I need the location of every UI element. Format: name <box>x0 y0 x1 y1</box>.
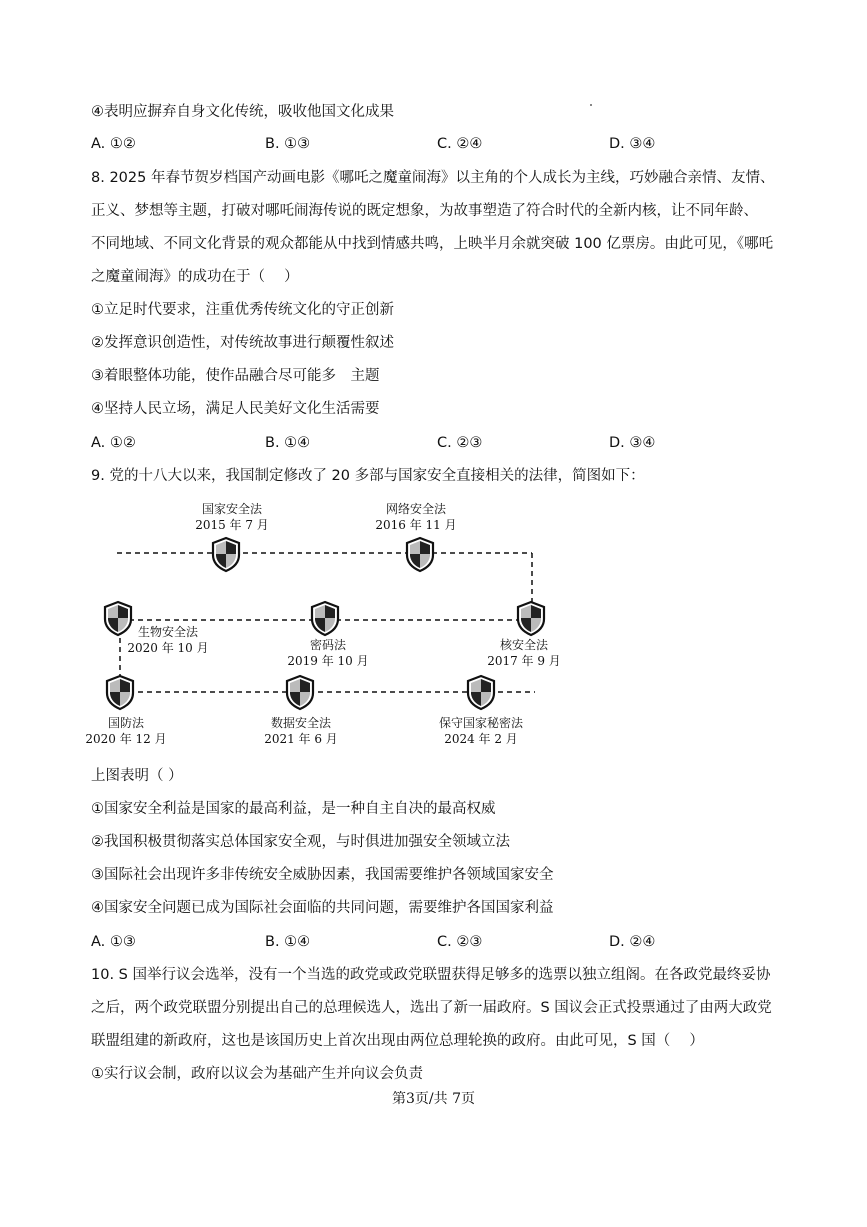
law-date-data-security: 2021 年 6 月 <box>264 732 338 746</box>
q8-stem-line-1: 8. 2025 年春节贺岁档国产动画电影《哪吒之魔童闹海》以主角的个人成长为主线，巧妙融合亲情、友情、 <box>91 170 775 186</box>
law-date-cybersecurity: 2016 年 11 月 <box>375 518 457 532</box>
law-date-nuclear-safety: 2017 年 9 月 <box>487 654 561 668</box>
law-name-state-secrets: 保守国家秘密法 <box>438 716 524 730</box>
q7-choice-c: C. ②④ <box>437 136 483 152</box>
law-name-national-security: 国家安全法 <box>201 502 263 516</box>
law-date-national-security: 2015 年 7 月 <box>195 518 269 532</box>
q9-choice-b: B. ①④ <box>265 934 311 950</box>
shield-icon-biosecurity <box>105 602 131 635</box>
shield-icon-cryptography <box>312 602 338 635</box>
shield-icon-cybersecurity <box>407 538 433 571</box>
q8-stem-line-3: 不同地域、不同文化背景的观众都能从中找到情感共鸣，上映半月余就突破 100 亿票房。由此可见，《哪吒 <box>91 236 774 252</box>
shield-icon-national-security <box>213 538 239 571</box>
q7-choice-d: D. ③④ <box>609 136 656 152</box>
q9-choice-c: C. ②③ <box>437 934 483 950</box>
shield-icon-state-secrets <box>468 676 494 709</box>
q9-question: 上图表明（ ） <box>91 768 183 784</box>
q8-choice-d: D. ③④ <box>609 435 656 451</box>
law-name-biosecurity: 生物安全法 <box>137 625 199 639</box>
law-name-data-security: 数据安全法 <box>270 716 332 730</box>
q10-stem-line-2: 之后，两个政党联盟分别提出自己的总理候选人，选出了新一届政府。S 国议会正式投票通过了由两大政党 <box>91 1000 772 1016</box>
q9-option-4: ④国家安全问题已成为国际社会面临的共同问题，需要维护各国国家利益 <box>91 900 554 916</box>
q8-stem-line-4: 之魔童闹海》的成功在于（ ） <box>91 269 299 285</box>
q9-choice-d: D. ②④ <box>609 934 656 950</box>
shield-icon-data-security <box>287 676 313 709</box>
q9-option-1: ①国家安全利益是国家的最高利益，是一种自主自决的最高权威 <box>91 801 496 817</box>
law-date-cryptography: 2019 年 10 月 <box>287 654 369 668</box>
q8-choice-b: B. ①④ <box>265 435 311 451</box>
q8-choice-a: A. ①② <box>91 435 136 451</box>
q8-option-1: ①立足时代要求，注重优秀传统文化的守正创新 <box>91 302 394 318</box>
q8-option-2: ②发挥意识创造性，对传统故事进行颠覆性叙述 <box>91 335 394 351</box>
q8-choice-c: C. ②③ <box>437 435 483 451</box>
shield-icon-nuclear-safety <box>518 602 544 635</box>
q7-choice-b: B. ①③ <box>265 136 311 152</box>
q10-stem-line-1: 10. S 国举行议会选举，没有一个当选的政党或政党联盟获得足够多的选票以独立组阁。在各政党最终妥协 <box>91 967 771 983</box>
q8-stem-line-2: 正义、梦想等主题，打破对哪吒闹海传说的既定想象，为故事塑造了符合时代的全新内核，让不同年龄、 <box>91 203 758 219</box>
shield-icon-national-defense <box>107 676 133 709</box>
law-name-cryptography: 密码法 <box>309 638 347 652</box>
law-date-national-defense: 2020 年 12 月 <box>85 732 167 746</box>
q10-stem-line-3: 联盟组建的新政府，这也是该国历史上首次出现由两位总理轮换的政府。由此可见，S 国（ ） <box>91 1033 704 1049</box>
law-date-state-secrets: 2024 年 2 月 <box>444 732 518 746</box>
q9-option-3: ③国际社会出现许多非传统安全威胁因素，我国需要维护各领域国家安全 <box>91 867 554 883</box>
q9-stem: 9. 党的十八大以来，我国制定修改了 20 多部与国家安全直接相关的法律，简图如下： <box>91 468 645 484</box>
law-name-nuclear-safety: 核安全法 <box>499 638 549 652</box>
q8-option-4: ④坚持人民立场，满足人民美好文化生活需要 <box>91 401 380 417</box>
law-name-national-defense: 国防法 <box>107 716 145 730</box>
law-name-cybersecurity: 网络安全法 <box>385 502 447 516</box>
q7-choice-a: A. ①② <box>91 136 136 152</box>
page-footer: 第3页/共 7页 <box>392 1091 475 1107</box>
q9-choice-a: A. ①③ <box>91 934 136 950</box>
q10-option-1: ①实行议会制，政府以议会为基础产生并向议会负责 <box>91 1066 423 1082</box>
law-date-biosecurity: 2020 年 10 月 <box>127 641 209 655</box>
q9-option-2: ②我国积极贯彻落实总体国家安全观，与时俱进加强安全领域立法 <box>91 834 510 850</box>
q8-option-3: ③着眼整体功能，使作品融合尽可能多 主题 <box>91 368 380 384</box>
q7-option-4: ④表明应摒弃自身文化传统，吸收他国文化成果 <box>91 104 394 120</box>
